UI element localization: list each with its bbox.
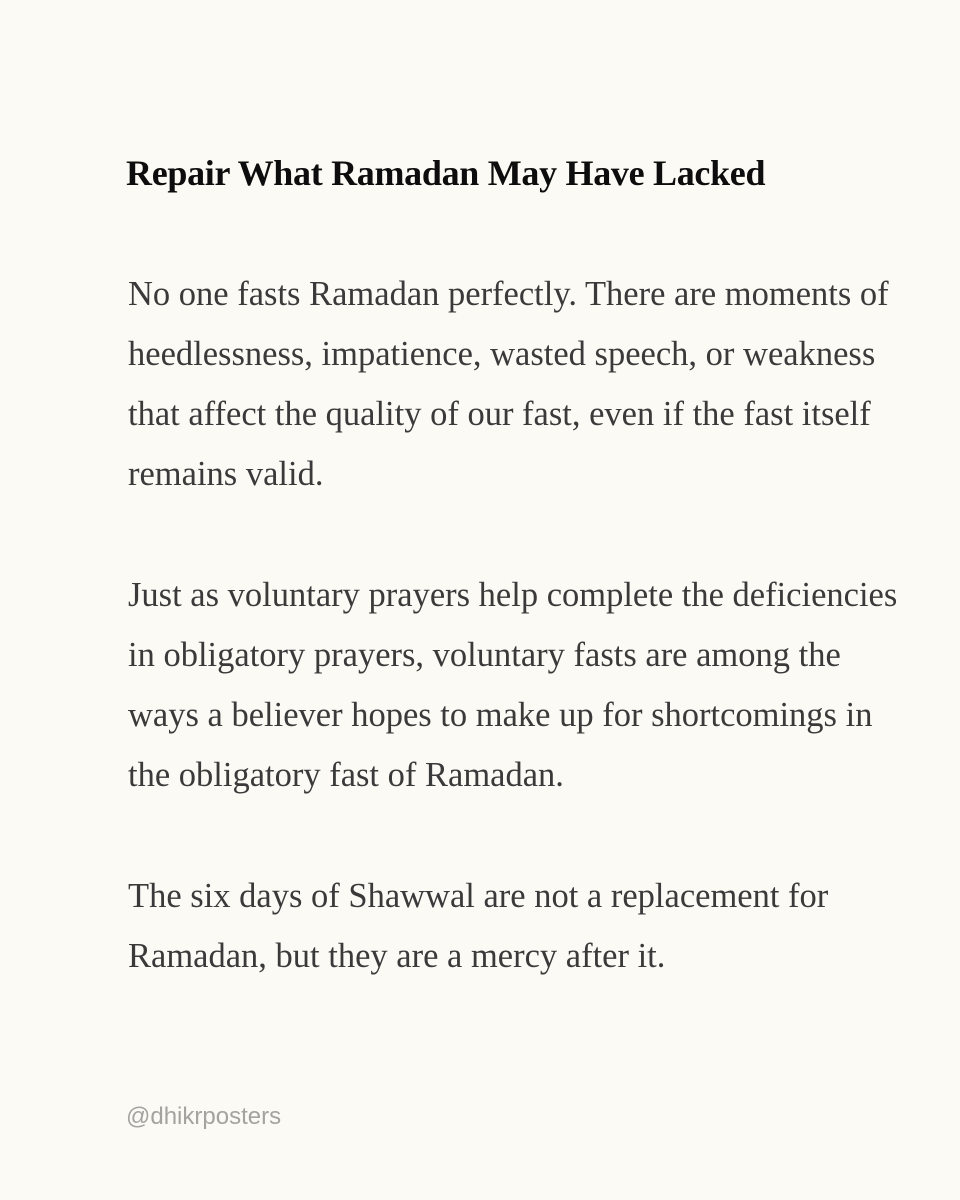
body-paragraph-1: No one fasts Ramadan perfectly. There are moments of heedlessness, impatience, wasted speech, or weakness that affect the quality of our fast, even if the fast itself remains valid. [128,275,889,493]
body-paragraph-2: Just as voluntary prayers help complete the deficiencies in obligatory prayers, voluntary fasts are among the ways a believer hopes to make up for shortcomings in the obligatory fast of Ramadan. [128,576,898,794]
author-handle: @dhikrposters [126,1103,282,1130]
body-paragraph-3: The six days of Shawwal are not a replacement for Ramadan, but they are a mercy after it. [128,877,829,975]
poster-title: Repair What Ramadan May Have Lacked [126,153,766,193]
